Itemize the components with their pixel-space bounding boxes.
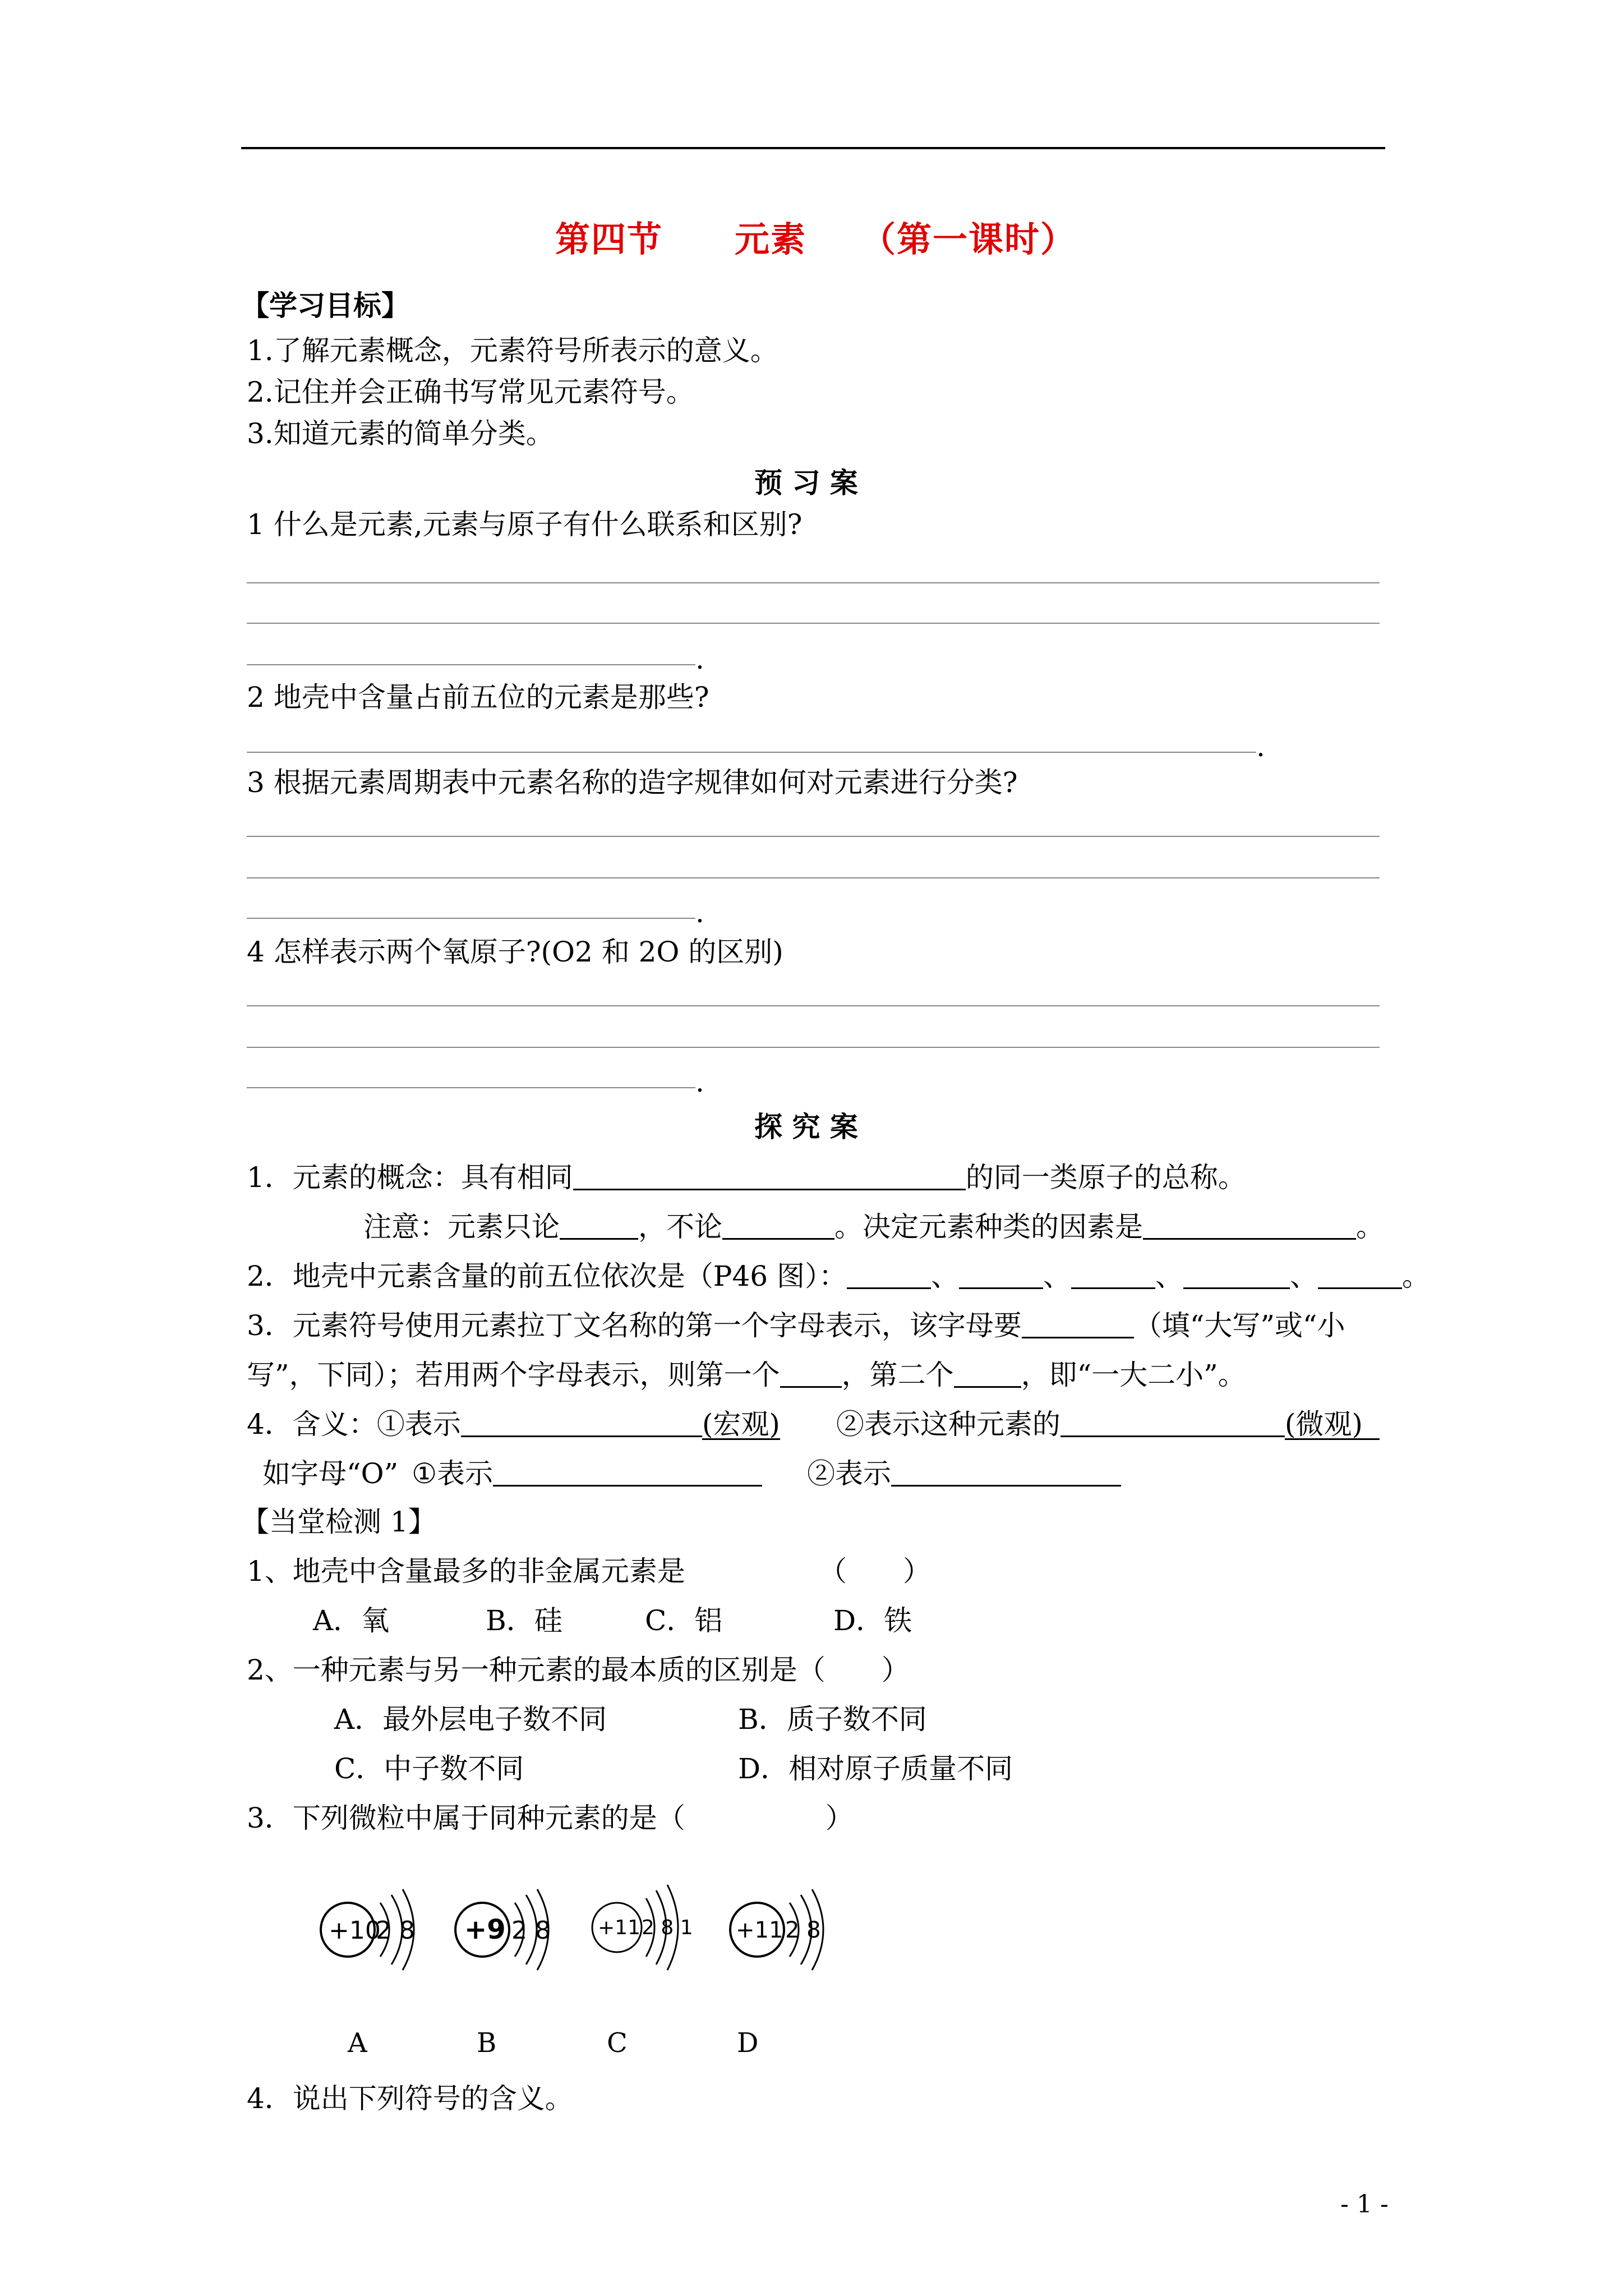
explore-heading: 探 究 案 — [754, 1110, 858, 1143]
sep: 、 — [930, 1260, 959, 1292]
blank[interactable] — [461, 1411, 702, 1437]
preview-q1: 1 什么是元素,元素与原子有什么联系和区别? — [247, 508, 803, 541]
answer-line[interactable] — [247, 1005, 1380, 1006]
text: 的同一类原子的总称。 — [965, 1161, 1246, 1194]
preview-q2: 2 地壳中含量占前五位的元素是那些? — [247, 681, 709, 714]
nucleus-label: +10 — [329, 1916, 381, 1945]
text: ②表示这种元素的 — [836, 1408, 1061, 1441]
blank[interactable] — [493, 1460, 762, 1487]
option[interactable]: B．硅 — [486, 1604, 562, 1637]
blank[interactable] — [1071, 1263, 1155, 1289]
text: 如字母“O” — [262, 1457, 399, 1490]
period: . — [695, 1066, 704, 1098]
atom-letter: D — [737, 2027, 759, 2059]
shell-label: 2 8 — [785, 1917, 821, 1943]
blank[interactable] — [722, 1213, 834, 1240]
answer-line[interactable] — [247, 918, 695, 919]
text: 。 — [1401, 1260, 1430, 1292]
header-rule — [241, 147, 1385, 149]
answer-line[interactable] — [247, 1087, 695, 1088]
text: ，第二个 — [841, 1359, 954, 1391]
goal-item: 2.记住并会正确书写常见元素符号。 — [247, 376, 694, 408]
blank[interactable] — [560, 1213, 638, 1240]
goals-heading: 【学习目标】 — [241, 289, 409, 322]
shell-label: 2 8 — [376, 1916, 415, 1945]
explore-item-4-example — [262, 1457, 1121, 1490]
blank[interactable] — [847, 1263, 931, 1289]
check-q1: 1、地壳中含量最多的非金属元素是 — [247, 1555, 685, 1588]
text: (微观) — [1285, 1410, 1380, 1440]
nucleus-label: +11 — [598, 1916, 640, 1939]
text: (宏观) — [702, 1408, 780, 1441]
period: . — [695, 643, 704, 675]
option[interactable]: B．质子数不同 — [738, 1703, 927, 1736]
text: 。决定元素种类的因素是 — [834, 1211, 1143, 1243]
blank[interactable] — [780, 1361, 842, 1388]
atom-letter: A — [348, 2027, 367, 2059]
goal-item: 1.了解元素概念，元素符号所表示的意义。 — [247, 334, 778, 367]
explore-item-2 — [247, 1262, 1430, 1290]
check-q3: 3．下列微粒中属于同种元素的是（ ） — [247, 1802, 854, 1834]
answer-line[interactable] — [247, 664, 695, 665]
text: ①表示 — [412, 1457, 493, 1490]
preview-q3: 3 根据元素周期表中元素名称的造字规律如何对元素进行分类? — [247, 766, 1018, 799]
blank[interactable] — [959, 1263, 1043, 1289]
shell-label: 2 8 — [511, 1916, 551, 1945]
sep: 、 — [1155, 1260, 1183, 1292]
text: 写”，下同）；若用两个字母表示，则第一个 — [247, 1359, 780, 1391]
text: ②表示 — [806, 1457, 891, 1490]
answer-line[interactable] — [247, 1047, 1380, 1048]
page-title: 第四节 元素 （第一课时） — [555, 219, 1077, 260]
option[interactable]: A．最外层电子数不同 — [334, 1703, 607, 1736]
shell-label: 2 8 1 — [642, 1916, 693, 1939]
option[interactable]: C．铝 — [645, 1604, 723, 1637]
atom-letter: C — [607, 2027, 628, 2059]
text: 1．元素的概念：具有相同 — [247, 1161, 573, 1194]
atom-diagram-b[interactable] — [449, 1874, 561, 1986]
text: 注意：元素只论 — [363, 1211, 560, 1243]
blank[interactable] — [1061, 1411, 1285, 1437]
atom-letter: B — [477, 2027, 497, 2059]
answer-line[interactable] — [247, 623, 1380, 624]
preview-heading: 预 习 案 — [754, 466, 858, 499]
text: 。 — [1356, 1211, 1384, 1243]
blank[interactable] — [1143, 1213, 1356, 1240]
text: （填“大写”或“小 — [1133, 1309, 1345, 1342]
sep: 、 — [1043, 1260, 1071, 1292]
explore-item-3-cont — [247, 1361, 1246, 1389]
nucleus-label: +9 — [464, 1914, 506, 1945]
atom-diagram-c[interactable] — [583, 1871, 701, 1984]
sep: 、 — [1289, 1260, 1318, 1292]
goal-item: 3.知道元素的简单分类。 — [247, 417, 554, 450]
answer-line[interactable] — [247, 582, 1380, 583]
explore-item-4 — [247, 1410, 1380, 1440]
preview-q4: 4 怎样表示两个氧原子?(O2 和 2O 的区别) — [247, 936, 783, 968]
blank[interactable] — [891, 1460, 1121, 1487]
period: . — [695, 896, 704, 929]
check-q4: 4．说出下列符号的含义。 — [247, 2082, 573, 2115]
explore-item-3 — [247, 1309, 1345, 1342]
page-number: - 1 - — [1340, 2190, 1389, 2219]
blank[interactable] — [954, 1361, 1021, 1388]
option[interactable]: A．氧 — [313, 1604, 390, 1637]
text: 3．元素符号使用元素拉丁文名称的第一个字母表示，该字母要 — [247, 1309, 1022, 1342]
atom-diagram-a[interactable] — [314, 1874, 426, 1986]
answer-line[interactable] — [247, 752, 1256, 753]
blank[interactable] — [573, 1164, 966, 1190]
answer-paren[interactable]: （ ） — [819, 1555, 931, 1588]
explore-item-1 — [247, 1161, 1246, 1194]
answer-line[interactable] — [247, 836, 1380, 837]
period: . — [1256, 730, 1265, 763]
option[interactable]: D．相对原子质量不同 — [738, 1752, 1013, 1785]
nucleus-label: +11 — [736, 1917, 783, 1943]
text: 4．含义：①表示 — [247, 1408, 461, 1441]
answer-line[interactable] — [247, 877, 1380, 878]
option[interactable]: C．中子数不同 — [334, 1752, 524, 1785]
text: ，即“一大二小”。 — [1021, 1359, 1246, 1391]
blank[interactable] — [1022, 1312, 1134, 1338]
option[interactable]: D．铁 — [833, 1604, 912, 1637]
blank[interactable] — [1183, 1263, 1290, 1289]
check-q2: 2、一种元素与另一种元素的最本质的区别是（ ） — [247, 1654, 910, 1686]
blank[interactable] — [1318, 1263, 1402, 1289]
text: 2．地壳中元素含量的前五位依次是（P46 图）： — [247, 1260, 847, 1292]
explore-note — [363, 1213, 1384, 1241]
atom-diagram-d[interactable] — [723, 1874, 836, 1986]
text: ，不论 — [638, 1211, 722, 1243]
check-heading: 【当堂检测 1】 — [241, 1506, 436, 1538]
